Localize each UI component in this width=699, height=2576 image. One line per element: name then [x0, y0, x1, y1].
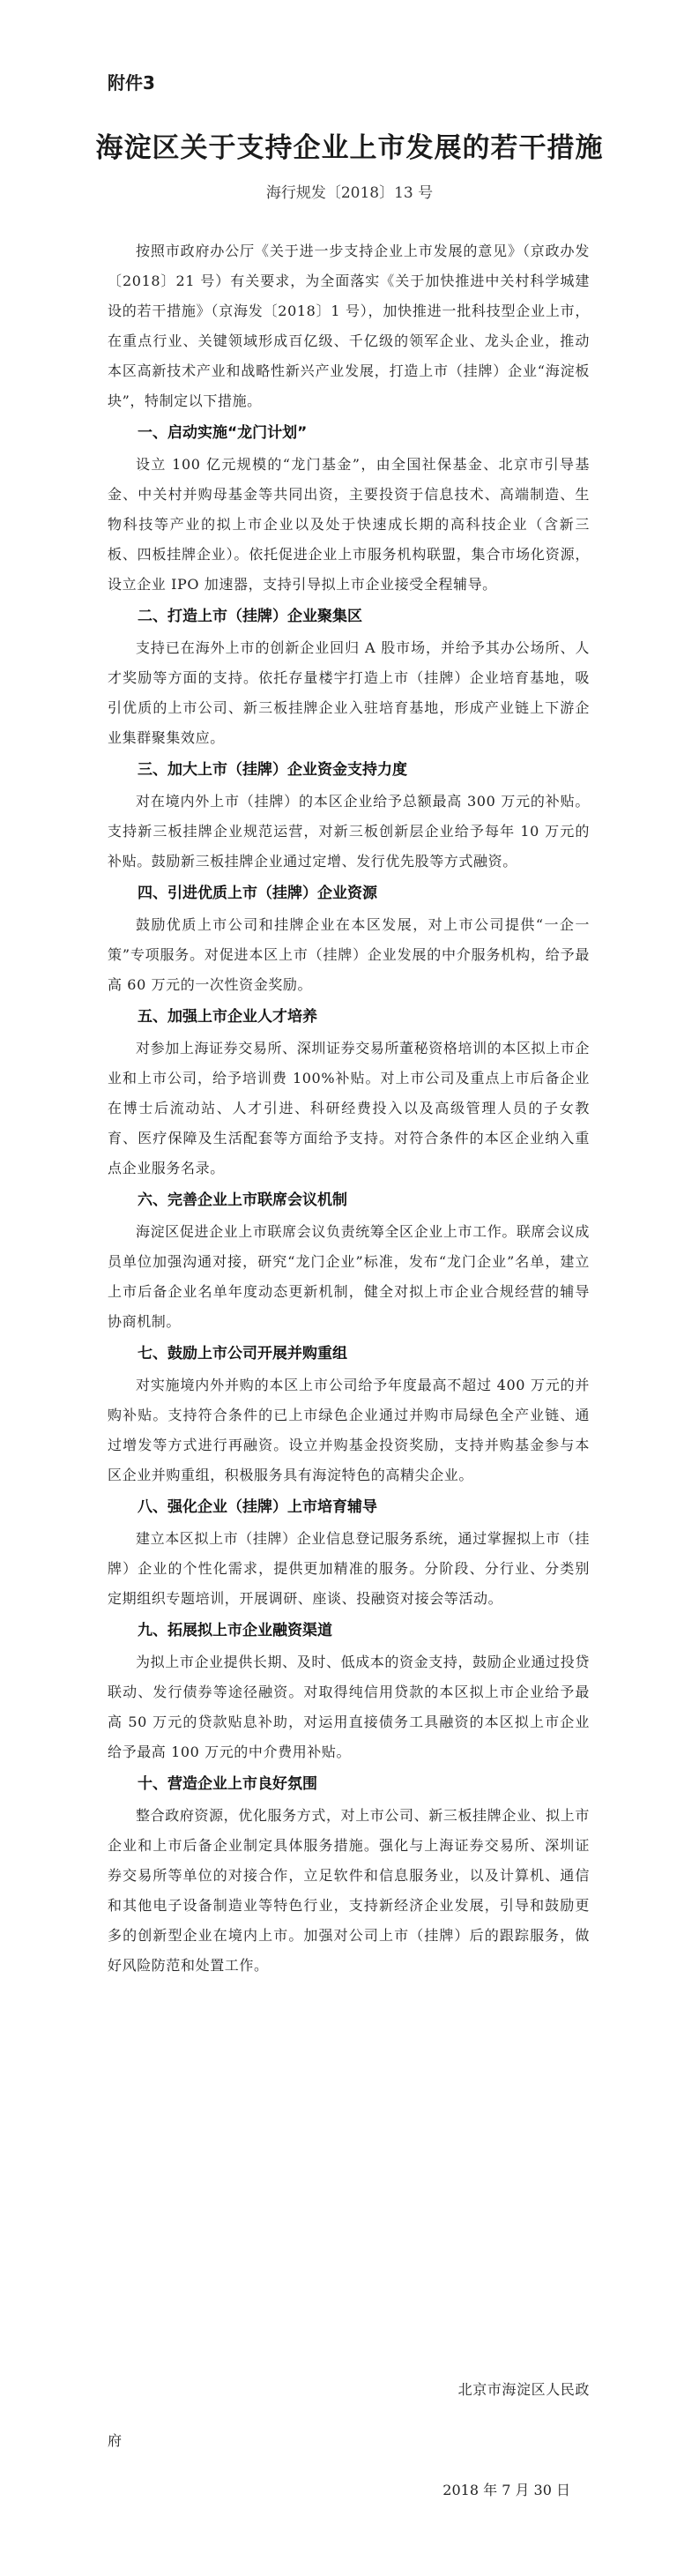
- section-3: [108, 753, 590, 877]
- section-heading: 八、强化企业（挂牌）上市培育辅导: [138, 1498, 377, 1516]
- section-heading: 三、加大上市（挂牌）企业资金支持力度: [138, 761, 407, 779]
- signature-block: [108, 2375, 590, 2505]
- section-1: [108, 416, 590, 600]
- attachment-label: 附件3: [108, 72, 155, 93]
- section-heading: 二、打造上市（挂牌）企业聚集区: [138, 608, 362, 625]
- section-heading: 十、营造企业上市良好氛围: [138, 1775, 317, 1793]
- section-2: [108, 600, 590, 753]
- section-heading: 九、拓展拟上市企业融资渠道: [138, 1622, 332, 1639]
- section-9: [108, 1614, 590, 1767]
- section-4: [108, 877, 590, 1000]
- section-heading: 六、完善企业上市联席会议机制: [138, 1191, 347, 1209]
- section-paragraph: 为拟上市企业提供长期、及时、低成本的资金支持，鼓励企业通过投贷联动、发行债券等途径融资。对取得纯信用贷款的本区拟上市企业给予最高 50 万元的贷款贴息补助，对运用直接债务工具融资的本区拟上市企业给予最高 100 万元的中介费用补贴。: [108, 1654, 590, 1760]
- section-paragraph: 整合政府资源，优化服务方式，对上市公司、新三板挂牌企业、拟上市企业和上市后备企业制定具体服务措施。强化与上海证券交易所、深圳证券交易所等单位的对接合作，立足软件和信息服务业，以及计算机、通信和其他电子设备制造业等特色行业，支持新经济企业发展，引导和鼓励更多的创新型企业在境内上市。加强对公司上市（挂牌）后的跟踪服务，做好风险防范和处置工作。: [108, 1807, 590, 1974]
- section-8: [108, 1490, 590, 1614]
- issue-date: 2018 年 7 月 30 日: [442, 2482, 570, 2498]
- section-10: [108, 1767, 590, 1981]
- section-paragraph: 建立本区拟上市（挂牌）企业信息登记服务系统，通过掌握拟上市（挂牌）企业的个性化需求，提供更加精准的服务。分阶段、分行业、分类别定期组织专题培训，开展调研、座谈、投融资对接会等活动。: [108, 1530, 590, 1607]
- section-heading: 五、加强上市企业人才培养: [138, 1008, 317, 1026]
- section-paragraph: 对实施境内外并购的本区上市公司给予年度最高不超过 400 万元的并购补贴。支持符合条件的已上市绿色企业通过并购市局绿色全产业链、通过增发等方式进行再融资。设立并购基金投资奖励，支持并购基金参与本区企业并购重组，积极服务具有海淀特色的高精尖企业。: [108, 1377, 590, 1483]
- section-heading: 七、鼓励上市公司开展并购重组: [138, 1345, 347, 1363]
- document-number: 海行规发〔2018〕13 号: [265, 184, 434, 202]
- section-7: [108, 1337, 590, 1490]
- section-paragraph: 设立 100 亿元规模的“龙门基金”，由全国社保基金、北京市引导基金、中关村并购母基金等共同出资，主要投资于信息技术、高端制造、生物科技等产业的拟上市企业以及处于快速成长期的高科技企业（含新三板、四板挂牌企业）。依托促进企业上市服务机构联盟，集合市场化资源，设立企业 IPO 加速器，支持引导拟上市企业接受全程辅导。: [108, 456, 590, 593]
- section-5: [108, 1000, 590, 1183]
- section-paragraph: 鼓励优质上市公司和挂牌企业在本区发展，对上市公司提供“一企一策”专项服务。对促进本区上市（挂牌）企业发展的中介服务机构，给予最高 60 万元的一次性资金奖励。: [108, 916, 590, 993]
- intro-paragraph: 按照市政府办公厅《关于进一步支持企业上市发展的意见》（京政办发〔2018〕21 号）有关要求，为全面落实《关于加快推进中关村科学城建设的若干措施》（京海发〔2018〕1 号），加快推进一批科技型企业上市，在重点行业、关键领域形成百亿级、千亿级的领军企业、龙头企业，推动本区高新技术产业和战略性新兴产业发展，打造上市（挂牌）企业“海淀板块”，特制定以下措施。: [108, 243, 590, 409]
- issuing-organization: 北京市海淀区人民政: [457, 2381, 590, 2398]
- issuing-organization-continued: 府: [108, 2432, 123, 2449]
- section-paragraph: 对参加上海证券交易所、深圳证券交易所董秘资格培训的本区拟上市企业和上市公司，给予培训费 100%补贴。对上市公司及重点上市后备企业在博士后流动站、人才引进、科研经费投入以及高级管理人员的子女教育、医疗保障及生活配套等方面给予支持。对符合条件的本区企业纳入重点企业服务名录。: [108, 1040, 590, 1176]
- section-heading: 一、启动实施“龙门计划”: [138, 424, 308, 442]
- document-title: 海淀区关于支持企业上市发展的若干措施: [95, 132, 604, 164]
- section-paragraph: 对在境内外上市（挂牌）的本区企业给予总额最高 300 万元的补贴。支持新三板挂牌企业规范运营，对新三板创新层企业给予每年 10 万元的补贴。鼓励新三板挂牌企业通过定增、发行优先股等方式融资。: [108, 793, 590, 870]
- section-paragraph: 海淀区促进企业上市联席会议负责统筹全区企业上市工作。联席会议成员单位加强沟通对接，研究“龙门企业”标准，发布“龙门企业”名单，建立上市后备企业名单年度动态更新机制，健全对拟上市企业合规经营的辅导协商机制。: [108, 1223, 590, 1330]
- section-heading: 四、引进优质上市（挂牌）企业资源: [138, 885, 377, 902]
- section-paragraph: 支持已在海外上市的创新企业回归 A 股市场，并给予其办公场所、人才奖励等方面的支持。依托存量楼宇打造上市（挂牌）企业培育基地，吸引优质的上市公司、新三板挂牌企业入驻培育基地，形成产业链上下游企业集群聚集效应。: [108, 639, 590, 746]
- document-body: [108, 236, 590, 1981]
- section-6: [108, 1183, 590, 1337]
